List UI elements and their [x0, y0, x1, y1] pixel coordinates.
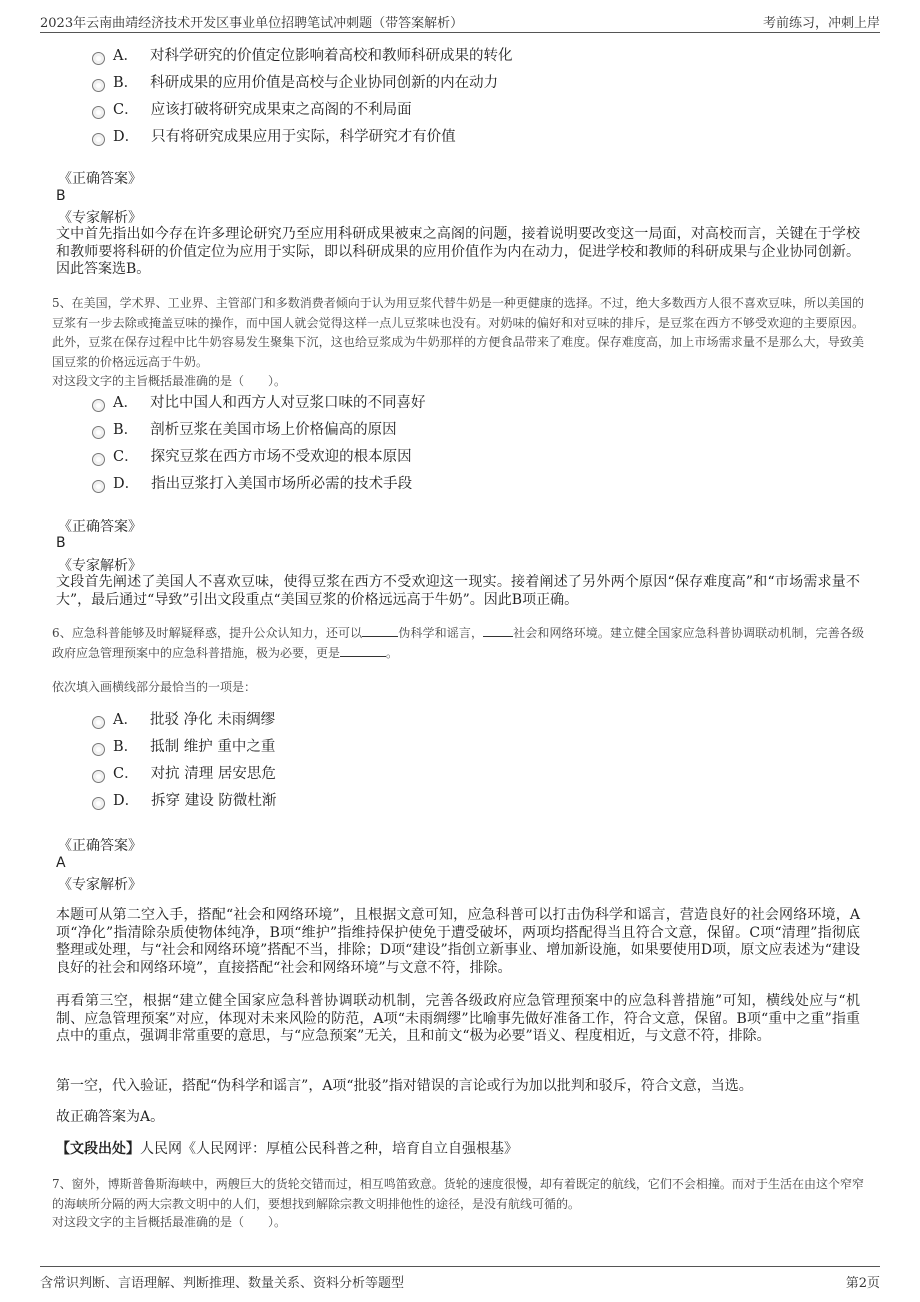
analysis-label: 《专家解析》: [58, 877, 142, 893]
radio-button-icon[interactable]: [92, 79, 105, 92]
analysis-text: 文中首先指出如今存在许多理论研究乃至应用科研成果被束之高阁的问题，接着说明要改变这一局面，对高校而言，关键在于学校和教师要将科研的价值定位为应用于实际，即以科研成果的应用价值作为内在动力，促进学校和教师的科研成果与企业协同创新。因此答案选B。: [56, 226, 860, 278]
source-label: 【文段出处】: [56, 1141, 140, 1157]
option-b[interactable]: B． 科研成果的应用价值是高校与企业协同创新的内在动力: [92, 72, 498, 94]
radio-button-icon[interactable]: [92, 453, 105, 466]
option-text: 科研成果的应用价值是高校与企业协同创新的内在动力: [150, 75, 499, 91]
analysis-label: 《专家解析》: [58, 558, 142, 574]
option-b[interactable]: B． 剖析豆浆在美国市场上价格偏高的原因: [92, 419, 397, 441]
option-text: 拆穿 建设 防微杜渐: [151, 793, 277, 809]
option-c[interactable]: C． 探究豆浆在西方市场不受欢迎的根本原因: [92, 446, 412, 468]
answer-label: 《正确答案》: [58, 519, 142, 535]
radio-button-icon[interactable]: [92, 133, 105, 146]
option-text: 批驳 净化 未雨绸缪: [149, 712, 276, 728]
option-text: 剖析豆浆在美国市场上价格偏高的原因: [150, 422, 397, 438]
fill-blank-3: [340, 644, 386, 657]
radio-button-icon[interactable]: [92, 399, 105, 412]
source-text: 人民网《人民网评：厚植公民科普之种，培育自立自强根基》: [140, 1141, 518, 1157]
radio-button-icon[interactable]: [92, 797, 105, 810]
analysis-conclusion: 故正确答案为A。: [56, 1109, 165, 1125]
question-stem: 7、窗外，博斯普鲁斯海峡中，两艘巨大的货轮交错而过，相互鸣笛致意。货轮的速度很慢，却有着既定的航线，它们不会相撞。而对于生活在由这个窄窄的海峡所分隔的两大宗教文明中的人们，要想找到解除宗教文明排他性的途径，是没有航线可循的。: [52, 1177, 864, 1211]
source-citation: [56, 1141, 860, 1159]
option-a[interactable]: A． 批驳 净化 未雨绸缪: [92, 709, 275, 731]
option-text: 只有将研究成果应用于实际，科学研究才有价值: [151, 129, 456, 145]
option-c[interactable]: C． 对抗 清理 居安思危: [92, 763, 276, 785]
question-prompt: 对这段文字的主旨概括最准确的是（ ）。: [52, 1215, 287, 1229]
radio-button-icon[interactable]: [92, 106, 105, 119]
option-text: 探究豆浆在西方市场不受欢迎的根本原因: [150, 449, 412, 465]
analysis-paragraph-3: 第一空，代入验证，搭配“伪科学和谣言”，A项“批驳”指对错误的言论或行为加以批判和驳斥，符合文意，当选。: [56, 1078, 753, 1094]
option-text: 抵制 维护 重中之重: [150, 739, 276, 755]
question-prompt: 对这段文字的主旨概括最准确的是（ ）。: [52, 374, 287, 388]
question-stem: 5、在美国，学术界、工业界、主管部门和多数消费者倾向于认为用豆浆代替牛奶是一种更健康的选择。不过，绝大多数西方人很不喜欢豆味，所以美国的豆浆有一步去除或掩盖豆味的操作，而中国人就会觉得这样一点儿豆浆味也没有。对奶味的偏好和对豆味的排斥，是豆浆在西方不够受欢迎的主要原因。此外，豆浆在保存过程中比牛奶容易发生聚集下沉，这也给豆浆成为牛奶那样的方便食品带来了难度。保存难度高，加上市场需求量不是那么大，导致美国豆浆的价格远远高于牛奶。: [52, 296, 864, 369]
answer-label: 《正确答案》: [58, 171, 142, 187]
option-b[interactable]: B． 抵制 维护 重中之重: [92, 736, 275, 758]
option-c[interactable]: C． 应该打破将研究成果束之高阁的不利局面: [92, 99, 412, 121]
option-text: 对比中国人和西方人对豆浆口味的不同喜好: [149, 395, 426, 411]
footer-categories: 含常识判断、言语理解、判断推理、数量关系、资料分析等题型: [40, 1276, 405, 1291]
radio-button-icon[interactable]: [92, 743, 105, 756]
header-slogan: 考前练习，冲刺上岸: [762, 16, 880, 31]
analysis-paragraph-2: 再看第三空，根据“建立健全国家应急科普协调联动机制，完善各级政府应急管理预案中的应急科普措施”可知，横线处应与“机制、应急管理预案”对应，体现对未来风险的防范，A项“未雨绸缪”比喻事先做好准备工作，符合文意，保留。B项“重中之重”指重点中的重点，强调非常重要的意思，与“应急预案”无关，且和前文“极为必要”语义、程度相近，与文意不符，排除。: [56, 993, 860, 1045]
question-prompt: 依次填入画横线部分最恰当的一项是：: [52, 680, 257, 694]
analysis-text: 文段首先阐述了美国人不喜欢豆味，使得豆浆在西方不受欢迎这一现实。接着阐述了另外两个原因“保存难度高”和“市场需求量不大”，最后通过“导致”引出文段重点“美国豆浆的价格远远高于牛奶”。因此B项正确。: [56, 574, 860, 608]
analysis-paragraph-1: 本题可从第二空入手，搭配“社会和网络环境”，且根据文意可知，应急科普可以打击伪科学和谣言，营造良好的社会网络环境，A项“净化”指清除杂质使物体纯净，B项“维护”指维持保护使免于遭受破坏，两项均搭配得当且符合文意，保留。C项“清理”指彻底整理或处理，与“社会和网络环境”搭配不当，排除；D项“建设”指创立新事业、增加新设施，如果要使用D项，原文应表述为“建设良好的社会和网络环境”，直接搭配“社会和网络环境”与文意不符，排除。: [56, 907, 860, 976]
question-stem: 6、应急科普能够及时解疑释惑，提升公众认知力，还可以 伪科学和谣言， 社会和网络环境。建立健全国家应急科普协调联动机制，完善各级政府应急管理预案中的应急科普措施，极为必要，更是 。: [52, 626, 864, 660]
radio-button-icon[interactable]: [92, 52, 105, 65]
option-d[interactable]: D． 指出豆浆打入美国市场所必需的技术手段: [92, 473, 412, 495]
answer-value: B: [56, 535, 66, 551]
radio-button-icon[interactable]: [92, 480, 105, 493]
option-a[interactable]: A． 对科学研究的价值定位影响着高校和教师科研成果的转化: [92, 45, 512, 67]
radio-button-icon[interactable]: [92, 426, 105, 439]
answer-label: 《正确答案》: [58, 838, 142, 854]
option-d[interactable]: D． 只有将研究成果应用于实际，科学研究才有价值: [92, 126, 456, 148]
radio-button-icon[interactable]: [92, 770, 105, 783]
answer-value: B: [56, 188, 66, 204]
option-text: 指出豆浆打入美国市场所必需的技术手段: [151, 476, 413, 492]
page-number: 第2页: [845, 1276, 880, 1291]
option-text: 应该打破将研究成果束之高阁的不利局面: [150, 102, 412, 118]
page-footer: [40, 1266, 880, 1293]
radio-button-icon[interactable]: [92, 716, 105, 729]
answer-value: A: [56, 855, 66, 871]
option-text: 对科学研究的价值定位影响着高校和教师科研成果的转化: [149, 48, 513, 64]
option-d[interactable]: D． 拆穿 建设 防微杜渐: [92, 790, 276, 812]
fill-blank-1: [362, 624, 398, 637]
option-a[interactable]: A． 对比中国人和西方人对豆浆口味的不同喜好: [92, 392, 425, 414]
fill-blank-2: [483, 624, 513, 637]
document-title: 2023年云南曲靖经济技术开发区事业单位招聘笔试冲刺题（带答案解析）: [40, 16, 464, 31]
option-text: 对抗 清理 居安思危: [150, 766, 276, 782]
analysis-label: 《专家解析》: [58, 210, 142, 226]
